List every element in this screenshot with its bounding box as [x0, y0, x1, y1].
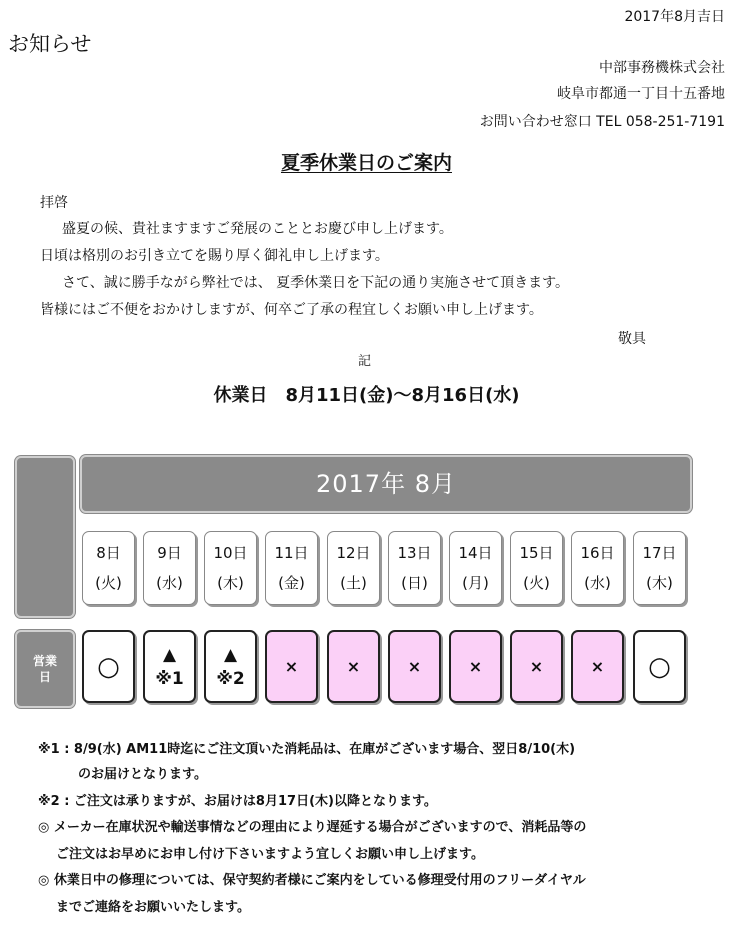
day-date: 12日: [336, 544, 371, 562]
day-date: 17日: [642, 544, 677, 562]
page-title: 夏季休業日のご案内: [280, 152, 452, 174]
day-weekday: (月): [462, 574, 489, 592]
ki-mark: 記: [358, 354, 372, 369]
status-mark: ×: [468, 657, 483, 676]
issue-date: 2017年8月吉日: [624, 9, 725, 25]
status-cell-closed: [265, 630, 318, 703]
contact-info: お問い合わせ窓口 TEL 058-251-7191: [479, 114, 725, 130]
status-cell-closed: [510, 630, 563, 703]
calendar-day-cell: [327, 531, 380, 605]
company-name: 中部事務機株式会社: [599, 60, 725, 76]
note-2: ※2 : ご注文は承りますが、お届けは8月17日(木)以降となります。: [38, 794, 437, 809]
status-cell-open: [82, 630, 135, 703]
day-date: 14日: [458, 544, 493, 562]
day-date: 16日: [580, 544, 615, 562]
note-3: ◎ メーカー在庫状況や輸送事情などの理由により遅延する場合がございますので、消耗品等の: [38, 820, 587, 835]
status-mark: ▲: [162, 644, 177, 665]
body-line-1: 盛夏の候、貴社ますますご発展のこととお慶び申し上げます。: [62, 221, 453, 237]
calendar-day-cell: [143, 531, 196, 605]
status-cell-closed: [571, 630, 624, 703]
day-weekday: (火): [95, 574, 122, 592]
status-mark: ×: [590, 657, 605, 676]
calendar-day-cell: [82, 531, 135, 605]
body-line-2: 日頃は格別のお引き立てを賜り厚く御礼申し上げます。: [40, 248, 389, 264]
day-weekday: (水): [156, 574, 183, 592]
status-mark: ○: [97, 651, 120, 682]
status-cell-closed: [449, 630, 502, 703]
business-day-label: 営業 日: [15, 630, 75, 708]
status-cell-cond: [143, 630, 196, 703]
calendar-day-cell: [265, 531, 318, 605]
greeting: 拝啓: [40, 195, 68, 211]
calendar-day-cell: [633, 531, 686, 605]
status-mark: ▲: [223, 644, 238, 665]
day-weekday: (火): [523, 574, 550, 592]
status-mark: ○: [648, 651, 671, 682]
status-cell-closed: [388, 630, 441, 703]
note-1-cont: のお届けとなります。: [78, 767, 207, 782]
day-date: 15日: [519, 544, 554, 562]
notice-heading: お知らせ: [8, 32, 92, 56]
status-mark: ×: [407, 657, 422, 676]
body-line-3: さて、誠に勝手ながら弊社では、 夏季休業日を下記の通り実施させて頂きます。: [62, 275, 570, 291]
calendar-day-cell: [449, 531, 502, 605]
note-4: ◎ 休業日中の修理については、保守契約者様にご案内をしている修理受付用のフリーダイヤル: [38, 873, 586, 888]
calendar-day-cell: [204, 531, 257, 605]
day-date: 10日: [213, 544, 248, 562]
status-cell-cond: [204, 630, 257, 703]
status-note: ※2: [216, 668, 245, 689]
closing-word: 敬具: [618, 331, 646, 347]
status-mark: ×: [346, 657, 361, 676]
body-line-4: 皆様にはご不便をおかけしますが、何卒ご了承の程宜しくお願い申し上げます。: [40, 302, 543, 318]
day-weekday: (日): [401, 574, 428, 592]
status-mark: ×: [529, 657, 544, 676]
calendar-month-header: 2017年 8月: [80, 455, 692, 513]
status-cell-open: [633, 630, 686, 703]
day-date: 8日: [96, 544, 121, 562]
day-weekday: (木): [646, 574, 673, 592]
day-weekday: (金): [278, 574, 305, 592]
status-mark: ×: [284, 657, 299, 676]
day-weekday: (水): [584, 574, 611, 592]
day-weekday: (木): [217, 574, 244, 592]
status-cell-closed: [327, 630, 380, 703]
calendar-day-cell: [388, 531, 441, 605]
calendar-day-cell: [571, 531, 624, 605]
day-weekday: (土): [340, 574, 367, 592]
day-date: 13日: [397, 544, 432, 562]
note-1: ※1 : 8/9(水) AM11時迄にご注文頂いた消耗品は、在庫がございます場合、翌日8/10(木): [38, 742, 576, 757]
note-3-cont: ご注文はお早めにお申し付け下さいますよう宜しくお願い申し上げます。: [56, 847, 484, 862]
company-address: 岐阜市都通一丁目十五番地: [557, 86, 725, 102]
calendar-side-block: [15, 456, 75, 618]
day-date: 9日: [157, 544, 182, 562]
holiday-period: 休業日 8月11日(金)～8月16日(水): [213, 385, 520, 406]
note-4-cont: までご連絡をお願いいたします。: [56, 900, 250, 915]
calendar-day-cell: [510, 531, 563, 605]
day-date: 11日: [274, 544, 309, 562]
status-note: ※1: [155, 668, 184, 689]
